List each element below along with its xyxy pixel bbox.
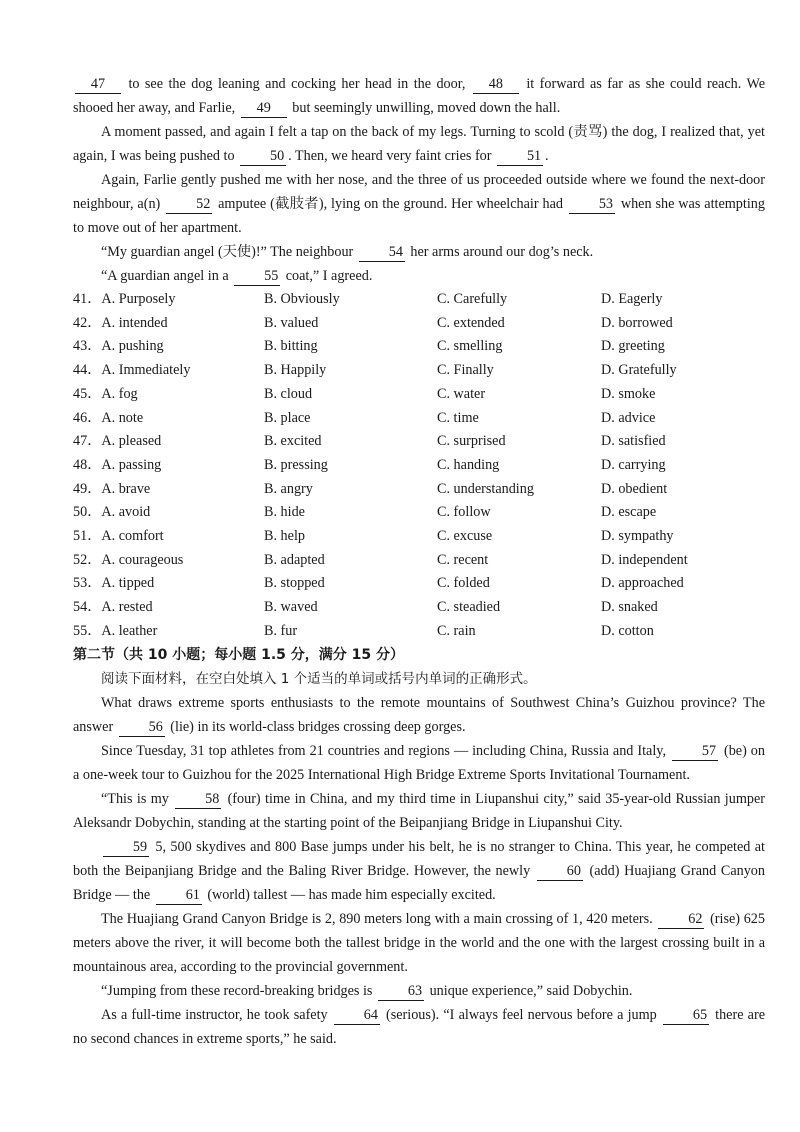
option-choice[interactable]: B. Obviously <box>264 291 340 307</box>
option-choice[interactable]: C. excuse <box>437 528 493 544</box>
option-choice[interactable]: B. Happily <box>264 362 327 379</box>
paragraph-text: “This is my <box>101 791 174 807</box>
answer-blank-63[interactable]: 63 <box>378 982 424 1001</box>
option-choice[interactable]: C. folded <box>437 575 490 592</box>
option-row <box>73 548 773 572</box>
section-2-title: 第二节（共 10 小题；每小题 1.5 分，满分 15 分） <box>73 647 405 663</box>
option-row <box>73 453 773 477</box>
option-choice[interactable]: D. cotton <box>601 622 654 639</box>
paragraph-text: The Huajiang Grand Canyon Bridge is 2, 890 meters long with a main crossing of 1, 420 meters. <box>101 911 657 927</box>
paragraph-text: What draws extreme sports enthusiasts to the remote mountains of Southwest China’s Guizhou province? The answer <box>73 695 765 735</box>
answer-blank-65[interactable]: 65 <box>663 1006 709 1025</box>
paragraph-text: As a full-time instructor, he took safety <box>101 1007 332 1023</box>
option-choice[interactable]: D. smoke <box>601 385 656 402</box>
grammar-paragraph-3 <box>73 787 765 835</box>
option-choice[interactable]: 47．A. pleased <box>73 433 162 450</box>
option-row <box>73 571 773 595</box>
option-choice[interactable]: B. help <box>264 528 305 544</box>
paragraph-text: 5, 500 skydives and 800 Base jumps under his belt, he is no stranger to China. This year, he competed at both the Beipanjiang Bridge and the Baling River Bridge. However, the newly <box>73 839 765 879</box>
paragraph-text: to see the dog leaning and cocking her head in the door, <box>123 76 471 92</box>
answer-blank-47[interactable]: 47 <box>75 75 121 94</box>
option-choice[interactable]: D. sympathy <box>601 528 674 544</box>
option-choice[interactable]: 43．A. pushing <box>73 338 164 355</box>
paragraph-text: it forward as far as she could reach. We shooed her away, and Farlie, <box>73 76 766 116</box>
paragraph-text: (serious). “I always feel nervous before a jump <box>381 1007 661 1023</box>
option-choice[interactable]: C. time <box>437 409 479 426</box>
option-choice[interactable]: D. Eagerly <box>601 291 663 307</box>
option-row <box>73 477 773 501</box>
answer-blank-61[interactable]: 61 <box>156 886 202 905</box>
option-choice[interactable]: D. Gratefully <box>601 362 677 379</box>
option-choice[interactable]: C. handing <box>437 456 500 473</box>
paragraph-text: when she was attempting to move out of her apartment. <box>73 196 765 236</box>
option-choice[interactable]: C. Finally <box>437 362 494 379</box>
option-choice[interactable]: B. bitting <box>264 338 318 355</box>
option-choice[interactable]: D. obedient <box>601 480 668 497</box>
option-choice[interactable]: C. smelling <box>437 338 503 355</box>
paragraph-text: A moment passed, and again I felt a tap on the back of my legs. Turning to scold (责骂) the dog, I realized that, yet again, I was being pushed to <box>73 124 765 164</box>
paragraph-text: (be) on a one-week tour to Guizhou for the 2025 International High Bridge Extreme Sports Invitational Tournament. <box>73 743 765 783</box>
option-choice[interactable]: C. steadied <box>437 599 501 616</box>
option-choice[interactable]: B. place <box>264 409 311 426</box>
option-choice[interactable]: 46．A. note <box>73 409 144 426</box>
grammar-paragraph-5 <box>73 907 765 979</box>
option-row <box>73 500 773 524</box>
option-choice[interactable]: 54．A. rested <box>73 599 153 616</box>
grammar-paragraph-7 <box>73 1003 765 1051</box>
option-row <box>73 358 773 382</box>
cloze-paragraph-4 <box>73 240 765 264</box>
paragraph-text: (four) time in China, and my third time in Liupanshui city,” said 35-year-old Russian jumper Aleksandr Dobychin, standing at the starting point of the Beipanjiang Bridge in Liupanshui City. <box>73 791 765 831</box>
option-choice[interactable]: 41．A. Purposely <box>73 291 176 307</box>
option-choice[interactable]: 53．A. tipped <box>73 575 155 592</box>
option-row <box>73 429 773 453</box>
option-choice[interactable]: 55．A. leather <box>73 622 158 639</box>
option-choice[interactable]: D. borrowed <box>601 314 673 331</box>
paragraph-text: . <box>545 148 549 164</box>
option-choice[interactable]: B. cloud <box>264 385 313 402</box>
cloze-paragraph-2 <box>73 120 765 168</box>
option-choice[interactable]: B. adapted <box>264 551 325 568</box>
option-choice[interactable]: B. waved <box>264 599 318 616</box>
option-choice[interactable]: C. rain <box>437 622 476 639</box>
paragraph-text: amputee (截肢者), lying on the ground. Her wheelchair had <box>214 196 567 212</box>
paragraph-text: “My guardian angel (天使)!” The neighbour <box>101 244 357 260</box>
answer-blank-56[interactable]: 56 <box>119 718 165 737</box>
option-choice[interactable]: D. independent <box>601 551 688 568</box>
paragraph-text: coat,” I agreed. <box>282 268 373 284</box>
grammar-paragraph-2 <box>73 739 765 787</box>
option-choice[interactable]: 49．A. brave <box>73 480 151 497</box>
paragraph-text: (add) Huajiang Grand Canyon Bridge — the <box>73 863 765 903</box>
paragraph-text: Since Tuesday, 31 top athletes from 21 countries and regions — including China, Russia and Italy, <box>101 743 670 759</box>
option-choice[interactable]: 50．A. avoid <box>73 504 151 521</box>
answer-blank-59[interactable]: 59 <box>103 838 149 857</box>
answer-blank-51[interactable]: 51 <box>497 147 543 166</box>
answer-blank-55[interactable]: 55 <box>234 267 280 286</box>
paragraph-text: (world) tallest — has made him especially excited. <box>203 887 496 903</box>
option-row <box>73 311 773 335</box>
answer-blank-60[interactable]: 60 <box>537 862 583 881</box>
answer-blank-58[interactable]: 58 <box>175 790 221 809</box>
option-choice[interactable]: C. extended <box>437 314 505 331</box>
answer-blank-64[interactable]: 64 <box>334 1006 380 1025</box>
option-choice[interactable]: 44．A. Immediately <box>73 362 191 379</box>
option-row <box>73 524 773 548</box>
option-choice[interactable]: B. fur <box>264 622 298 639</box>
option-row <box>73 595 773 619</box>
grammar-paragraph-6 <box>73 979 765 1003</box>
option-choice[interactable]: D. greeting <box>601 338 665 355</box>
paragraph-text: there are no second chances in extreme sports,” he said. <box>73 1007 765 1047</box>
paragraph-text: (rise) 625 meters above the river, it will become both the tallest bridge in the world and the one with the largest crossing built in a mountainous area, according to the provincial government. <box>73 911 765 975</box>
answer-blank-50[interactable]: 50 <box>240 147 286 166</box>
answer-blank-49[interactable]: 49 <box>241 99 287 118</box>
answer-blank-52[interactable]: 52 <box>166 195 212 214</box>
answer-blank-62[interactable]: 62 <box>658 910 704 929</box>
answer-blank-53[interactable]: 53 <box>569 195 615 214</box>
grammar-paragraph-4 <box>73 835 765 907</box>
option-choice[interactable]: C. Carefully <box>437 291 508 307</box>
option-choice[interactable]: D. advice <box>601 409 656 426</box>
option-row <box>73 334 773 358</box>
paragraph-text: (lie) in its world-class bridges crossing deep gorges. <box>166 719 466 735</box>
option-choice[interactable]: 52．A. courageous <box>73 551 184 568</box>
answer-blank-54[interactable]: 54 <box>359 243 405 262</box>
option-choice[interactable]: C. recent <box>437 551 489 568</box>
option-choice[interactable]: D. snaked <box>601 599 658 616</box>
grammar-paragraph-1 <box>73 691 765 739</box>
option-choice[interactable]: 45．A. fog <box>73 385 138 402</box>
option-choice[interactable]: C. surprised <box>437 433 506 450</box>
option-row <box>73 619 773 643</box>
option-choice[interactable]: D. approached <box>601 575 684 592</box>
option-choice[interactable]: 48．A. passing <box>73 456 162 473</box>
option-choice[interactable]: B. valued <box>264 314 319 331</box>
cloze-paragraph-3 <box>73 168 765 240</box>
section-2-instruction: 阅读下面材料，在空白处填入 1 个适当的单词或括号内单词的正确形式。 <box>101 671 537 687</box>
paragraph-text: . Then, we heard very faint cries for <box>288 148 496 164</box>
option-row <box>73 287 773 311</box>
option-choice[interactable]: B. pressing <box>264 456 328 473</box>
paragraph-text: unique experience,” said Dobychin. <box>426 983 633 999</box>
paragraph-text: but seemingly unwilling, moved down the hall. <box>288 100 561 116</box>
cloze-paragraph-1 <box>73 72 765 120</box>
option-choice[interactable]: D. satisfied <box>601 433 666 450</box>
option-choice[interactable]: C. follow <box>437 504 491 521</box>
option-choice[interactable]: B. hide <box>264 504 305 521</box>
option-choice[interactable]: 51．A. comfort <box>73 528 164 544</box>
option-choice[interactable]: D. carrying <box>601 456 666 473</box>
answer-blank-48[interactable]: 48 <box>473 75 519 94</box>
option-choice[interactable]: 42．A. intended <box>73 314 168 331</box>
option-choice[interactable]: B. excited <box>264 433 322 450</box>
paragraph-text: Again, Farlie gently pushed me with her nose, and the three of us proceeded outside where we found the next-door neighbour, a(n) <box>73 172 765 212</box>
cloze-paragraph-5 <box>73 264 765 288</box>
paragraph-text: her arms around our dog’s neck. <box>406 244 594 260</box>
option-row <box>73 406 773 430</box>
paragraph-text: “A guardian angel in a <box>101 268 233 284</box>
option-choice[interactable]: C. water <box>437 385 486 402</box>
option-choice[interactable]: B. angry <box>264 480 313 497</box>
option-choice[interactable]: B. stopped <box>264 575 325 592</box>
option-row <box>73 382 773 406</box>
answer-blank-57[interactable]: 57 <box>672 742 718 761</box>
option-choice[interactable]: D. escape <box>601 504 657 521</box>
option-choice[interactable]: C. understanding <box>437 480 534 497</box>
paragraph-text: “Jumping from these record-breaking bridges is <box>101 983 377 999</box>
